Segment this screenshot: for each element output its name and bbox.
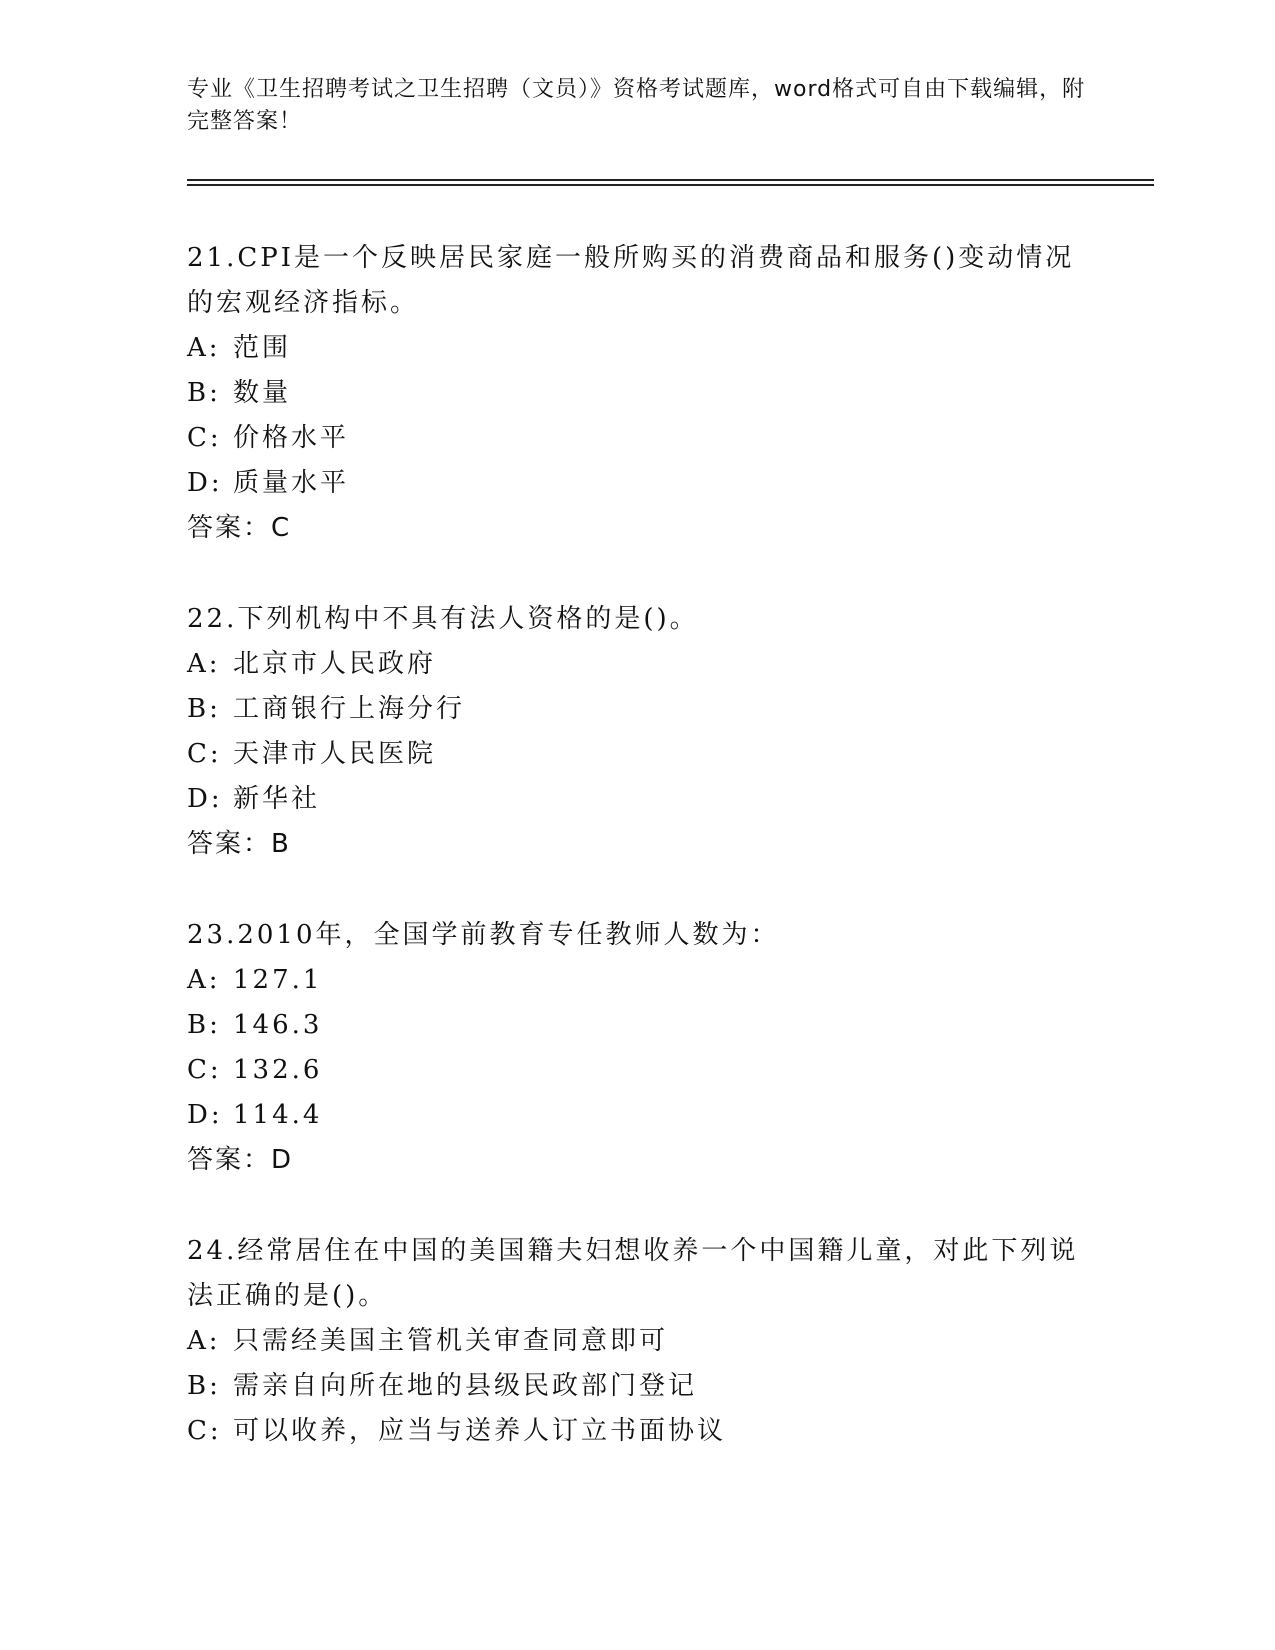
- question-list: [187, 236, 1087, 1500]
- option-text: 127.1: [233, 965, 323, 995]
- answer-line: 答案：D: [187, 1145, 294, 1175]
- option-text: 可以收养，应当与送养人订立书面协议: [233, 1416, 727, 1446]
- option-c: [187, 732, 1087, 777]
- option-letter: D:: [187, 1100, 223, 1130]
- option-b: [187, 1364, 1087, 1409]
- option-a: [187, 1319, 1087, 1364]
- option-d: [187, 461, 1087, 506]
- option-letter: A:: [187, 1326, 221, 1356]
- question-stem: 21.CPI是一个反映居民家庭一般所购买的消费商品和服务()变动情况的宏观经济指标。: [187, 243, 1075, 318]
- header-divider-top: [187, 179, 1154, 181]
- option-text: 数量: [233, 378, 292, 408]
- option-letter: D:: [187, 468, 223, 498]
- option-c: [187, 1048, 1087, 1093]
- option-a: [187, 642, 1087, 687]
- option-a: [187, 326, 1087, 371]
- option-text: 工商银行上海分行: [233, 694, 466, 724]
- question-24: [187, 1229, 1087, 1454]
- answer-line: 答案：C: [187, 513, 292, 543]
- option-letter: C:: [187, 1055, 222, 1085]
- option-d: [187, 777, 1087, 822]
- question-stem: 24.经常居住在中国的美国籍夫妇想收养一个中国籍儿童，对此下列说法正确的是()。: [187, 1236, 1079, 1311]
- option-c: [187, 1409, 1087, 1454]
- option-letter: A:: [187, 965, 221, 995]
- option-letter: B:: [187, 1371, 221, 1401]
- question-22: [187, 597, 1087, 867]
- option-text: 只需经美国主管机关审查同意即可: [233, 1326, 669, 1356]
- option-letter: B:: [187, 694, 221, 724]
- document-header: 专业《卫生招聘考试之卫生招聘（文员）》资格考试题库，word格式可自由下载编辑，附完整答案！: [187, 77, 1086, 134]
- answer-line: 答案：B: [187, 829, 291, 859]
- option-letter: C:: [187, 1416, 222, 1446]
- option-text: 146.3: [233, 1010, 323, 1040]
- question-stem: 23.2010年，全国学前教育专任教师人数为：: [187, 920, 780, 950]
- option-d: [187, 1093, 1087, 1138]
- option-c: [187, 416, 1087, 461]
- option-b: [187, 1003, 1087, 1048]
- option-text: 114.4: [233, 1100, 323, 1130]
- option-letter: B:: [187, 1010, 221, 1040]
- question-stem: 22.下列机构中不具有法人资格的是()。: [187, 604, 699, 634]
- option-text: 价格水平: [233, 423, 350, 453]
- option-text: 天津市人民医院: [233, 739, 437, 769]
- option-text: 质量水平: [233, 468, 350, 498]
- option-letter: A:: [187, 333, 221, 363]
- question-21: [187, 236, 1087, 551]
- option-a: [187, 958, 1087, 1003]
- option-text: 北京市人民政府: [233, 649, 437, 679]
- option-text: 需亲自向所在地的县级民政部门登记: [233, 1371, 698, 1401]
- option-text: 范围: [233, 333, 292, 363]
- option-letter: A:: [187, 649, 221, 679]
- option-letter: C:: [187, 423, 222, 453]
- option-b: [187, 371, 1087, 416]
- option-text: 132.6: [233, 1055, 323, 1085]
- question-23: [187, 913, 1087, 1183]
- option-b: [187, 687, 1087, 732]
- option-letter: D:: [187, 784, 223, 814]
- option-letter: C:: [187, 739, 222, 769]
- option-letter: B:: [187, 378, 221, 408]
- option-text: 新华社: [233, 784, 321, 814]
- header-divider-bottom: [187, 184, 1154, 186]
